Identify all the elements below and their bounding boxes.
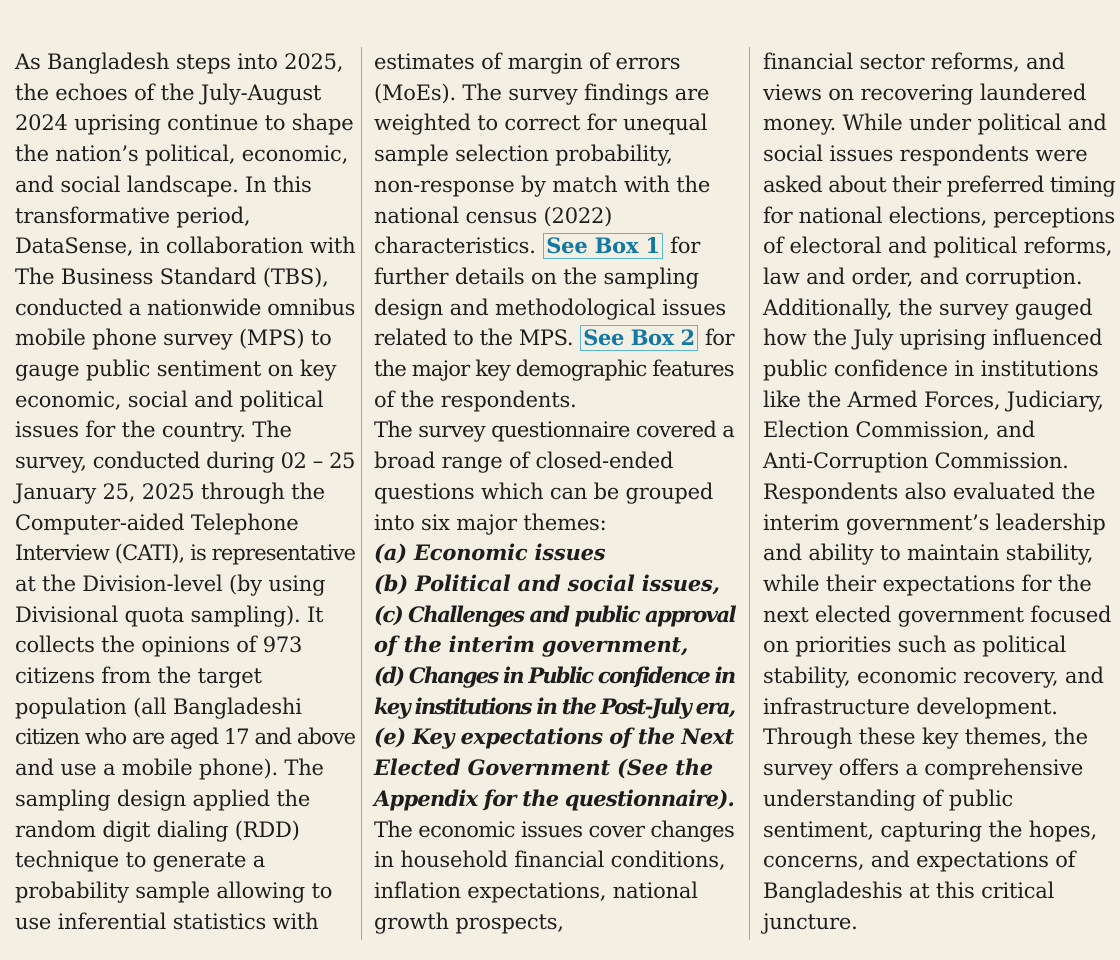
text-line: Divisional quota sampling). It	[15, 602, 324, 627]
text-line: technique to generate a	[15, 848, 266, 873]
text-line: population (all Bangladeshi	[15, 694, 302, 719]
text-line: public confidence in institutions	[763, 357, 1099, 382]
text-line: Through these key themes, the	[763, 725, 1088, 750]
text-line: of the respondents.	[374, 387, 577, 412]
text-line: money. While under political and	[763, 111, 1107, 136]
text-line: Bangladeshis at this critical	[763, 878, 1055, 903]
text-line: the nation’s political, economic,	[15, 142, 349, 167]
text-line: gauge public sentiment on key	[15, 357, 337, 382]
text-line: (MoEs). The survey findings are	[374, 80, 710, 105]
text-line: in household financial conditions,	[374, 848, 726, 873]
text-line: non-response by match with the	[374, 172, 711, 197]
text-line: interim government’s leadership	[763, 510, 1106, 535]
text-line: asked about their preferred timing	[763, 172, 1116, 197]
text-line: characteristics. See Box 1 for	[374, 233, 701, 259]
text-line: sentiment, capturing the hopes,	[763, 817, 1097, 842]
text-line: citizens from the target	[15, 664, 262, 689]
text-line: mobile phone survey (MPS) to	[15, 326, 332, 351]
theme-line: (a) Economic issues	[374, 540, 606, 566]
text-line: sampling design applied the	[15, 786, 311, 811]
text-line: inflation expectations, national	[374, 878, 698, 903]
column-divider	[361, 47, 362, 940]
text-line: Election Commission, and	[763, 418, 1035, 443]
text-line: infrastructure development.	[763, 694, 1058, 719]
text-line: law and order, and corruption.	[763, 264, 1083, 289]
text-line: Additionally, the survey gauged	[763, 295, 1093, 320]
text-line: the echoes of the July-August	[15, 80, 322, 105]
text-line: financial sector reforms, and	[763, 50, 1065, 74]
text-line: economic, social and political	[15, 387, 324, 412]
text-line: and social landscape. In this	[15, 172, 312, 197]
text-line: sample selection probability,	[374, 142, 673, 167]
text-line: concerns, and expectations of	[763, 848, 1076, 873]
text-line: broad range of closed-ended	[374, 449, 674, 474]
see-box-2-link[interactable]: See Box 2	[580, 325, 697, 351]
text-column-2	[374, 47, 734, 937]
text-line: stability, economic recovery, and	[763, 664, 1104, 689]
text-line: The Business Standard (TBS),	[15, 264, 329, 289]
theme-line: (b) Political and social issues,	[374, 570, 720, 596]
theme-line: key institutions in the Post-July era,	[374, 693, 735, 719]
text-line: issues for the country. The	[15, 418, 292, 443]
text-line: transformative period,	[15, 203, 251, 228]
text-line: related to the MPS. See Box 2 for	[374, 325, 735, 351]
text-line: Interview (CATI), is representative	[15, 541, 356, 566]
column-divider	[749, 47, 750, 940]
see-box-1-link[interactable]: See Box 1	[543, 233, 663, 259]
text-line: views on recovering laundered	[763, 80, 1087, 105]
text-line: national census (2022)	[374, 203, 613, 228]
text-line: The survey questionnaire covered a	[374, 418, 735, 443]
text-line: DataSense, in collaboration with	[15, 234, 356, 259]
text-line: growth prospects,	[374, 909, 564, 934]
text-line: survey offers a comprehensive	[763, 756, 1084, 781]
text-line: social issues respondents were	[763, 142, 1088, 167]
theme-line: Appendix for the questionnaire).	[374, 785, 735, 811]
text-line: January 25, 2025 through the	[15, 479, 325, 504]
text-line: at the Division-level (by using	[15, 571, 326, 596]
text-line: like the Armed Forces, Judiciary,	[763, 387, 1104, 412]
text-line: estimates of margin of errors	[374, 50, 681, 74]
text-line: Computer-aided Telephone	[15, 510, 299, 535]
text-line: further details on the sampling	[374, 264, 699, 289]
text-line: understanding of public	[763, 786, 1014, 811]
text-line: 2024 uprising continue to shape	[15, 111, 354, 136]
text-line: into six major themes:	[374, 510, 607, 535]
theme-line: of the interim government,	[374, 632, 689, 658]
text-line: while their expectations for the	[763, 571, 1092, 596]
text-line: questions which can be grouped	[374, 479, 714, 504]
text-line: on priorities such as political	[763, 633, 1067, 658]
text-line: As Bangladesh steps into 2025,	[15, 50, 344, 74]
theme-line: Elected Government (See the	[374, 755, 713, 781]
text-line: of electoral and political reforms,	[763, 234, 1113, 259]
text-line: use inferential statistics with	[15, 909, 319, 934]
text-column-1	[15, 47, 355, 937]
text-line: for national elections, perceptions	[763, 203, 1115, 228]
text-line: design and methodological issues	[374, 295, 726, 320]
text-line: the major key demographic features	[374, 357, 734, 382]
text-line: and ability to maintain stability,	[763, 541, 1094, 566]
text-line: Respondents also evaluated the	[763, 479, 1096, 504]
text-line: probability sample allowing to	[15, 878, 333, 903]
theme-line: (c) Challenges and public approval	[374, 601, 736, 627]
text-line: how the July uprising influenced	[763, 326, 1103, 351]
text-line: The economic issues cover changes	[374, 817, 735, 842]
text-line: and use a mobile phone). The	[15, 756, 324, 781]
theme-line: (e) Key expectations of the Next	[374, 724, 734, 750]
text-line: random digit dialing (RDD)	[15, 817, 300, 842]
text-line: next elected government focused	[763, 602, 1112, 627]
text-line: citizen who are aged 17 and above	[15, 725, 356, 750]
text-line: Anti-Corruption Commission.	[763, 449, 1069, 474]
text-line: conducted a nationwide omnibus	[15, 295, 355, 320]
theme-line: (d) Changes in Public confidence in	[374, 663, 735, 689]
text-line: survey, conducted during 02 – 25	[15, 449, 355, 474]
text-line: collects the opinions of 973	[15, 633, 303, 658]
text-line: weighted to correct for unequal	[374, 111, 708, 136]
text-line: juncture.	[763, 909, 858, 934]
text-column-3	[763, 47, 1115, 937]
